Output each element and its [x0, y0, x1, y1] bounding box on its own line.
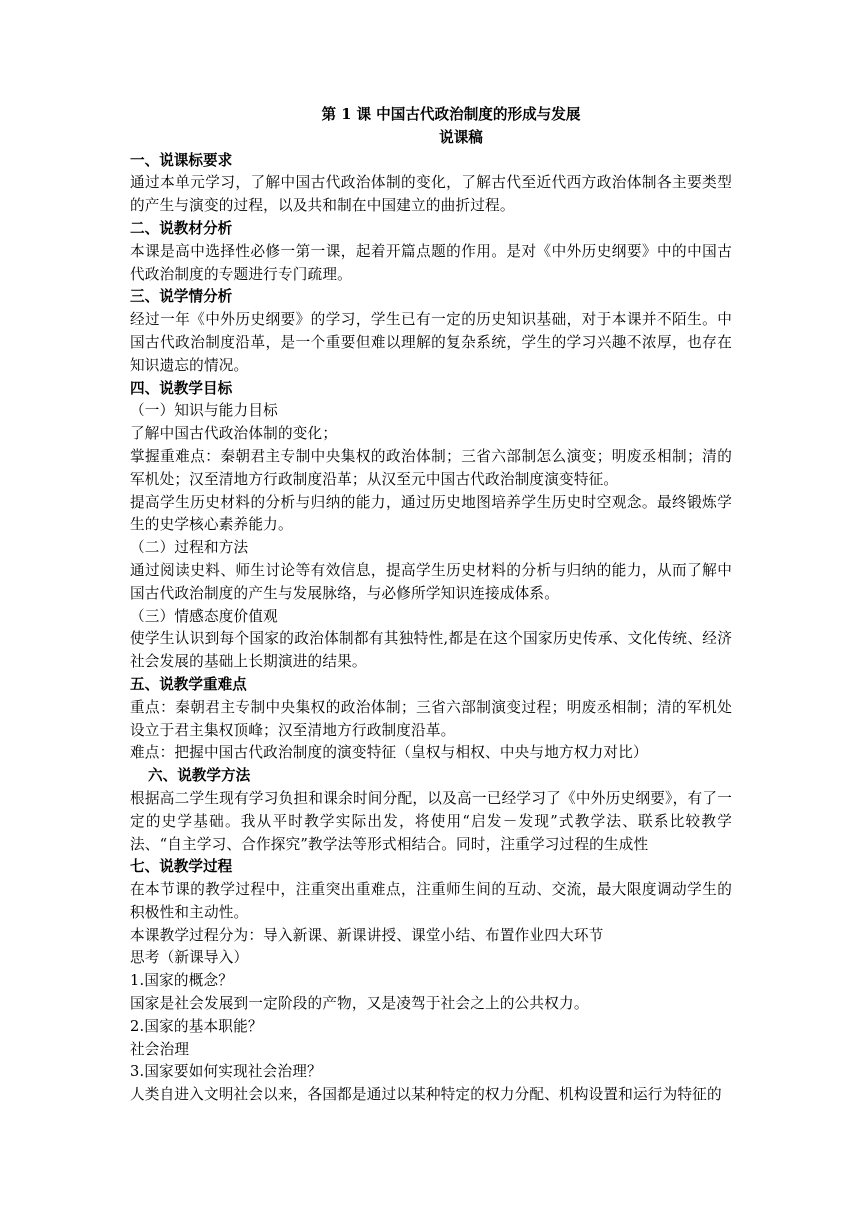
document-body: [130, 104, 732, 1107]
paragraph: 人类自进入文明社会以来，各国都是通过以某种特定的权力分配、机构设置和运行为特征的: [130, 1086, 722, 1104]
document-subtitle: 说课稿: [439, 128, 483, 146]
section-heading: 四、说教学目标: [130, 379, 233, 397]
paragraph: 2.国家的基本职能？: [130, 1017, 263, 1035]
section-heading: 七、说教学过程: [130, 858, 233, 876]
paragraph: 掌握重难点：秦朝君主专制中央集权的政治体制；三省六部制怎么演变；明废丞相制；清的军机处；汉至清地方行政制度沿革；从汉至元中国古代政治制度演变特征。: [130, 447, 732, 488]
paragraph: 提高学生历史材料的分析与归纳的能力，通过历史地图培养学生历史时空观念。最终锻炼学生的史学核心素养能力。: [130, 493, 732, 534]
paragraph: 了解中国古代政治体制的变化；: [130, 425, 338, 443]
paragraph: （三）情感态度价值观: [130, 607, 278, 625]
section-heading: 三、说学情分析: [130, 288, 233, 306]
paragraph: 通过阅读史料、师生讨论等有效信息，提高学生历史材料的分析与归纳的能力，从而了解中国古代政治制度的产生与发展脉络，与必修所学知识连接成体系。: [130, 561, 732, 602]
document-blocks: [130, 150, 732, 1107]
paragraph: 难点：把握中国古代政治制度的演变特征（皇权与相权、中央与地方权力对比）: [130, 744, 648, 762]
paragraph: 通过本单元学习，了解中国古代政治体制的变化，了解古代至近代西方政治体制各主要类型的产生与演变的过程，以及共和制在中国建立的曲折过程。: [130, 174, 732, 215]
document-title: 第 1 课 中国古代政治制度的形成与发展: [321, 106, 581, 123]
paragraph: 3.国家要如何实现社会治理？: [130, 1063, 322, 1081]
section-heading: 二、说教材分析: [130, 219, 233, 237]
paragraph: 重点：秦朝君主专制中央集权的政治体制；三省六部制演变过程；明废丞相制；清的军机处设立于君主集权顶峰；汉至清地方行政制度沿革。: [130, 698, 732, 739]
paragraph: 根据高二学生现有学习负担和课余时间分配，以及高一已经学习了《中外历史纲要》，有了一定的史学基础。我从平时教学实际出发，将使用“启发－发现”式教学法、联系比较教学法、“自主学习、合作探究”教学法等形式相结合。同时，注重学习过程的生成性: [130, 789, 732, 853]
paragraph: 思考（新课导入）: [130, 949, 249, 967]
paragraph: 在本节课的教学过程中，注重突出重难点，注重师生间的互动、交流，最大限度调动学生的积极性和主动性。: [130, 881, 732, 921]
paragraph: （一）知识与能力目标: [130, 402, 278, 420]
paragraph: 使学生认识到每个国家的政治体制都有其独特性,都是在这个国家历史传承、文化传统、经济社会发展的基础上长期演进的结果。: [130, 630, 732, 671]
paragraph: 社会治理: [130, 1040, 190, 1058]
paragraph: 国家是社会发展到一定阶段的产物，又是凌驾于社会之上的公共权力。: [130, 995, 589, 1013]
paragraph: 1.国家的概念？: [130, 972, 234, 990]
paragraph: 本课是高中选择性必修一第一课，起着开篇点题的作用。是对《中外历史纲要》中的中国古代政治制度的专题进行专门疏理。: [130, 242, 732, 283]
section-heading: 一、说课标要求: [130, 151, 233, 169]
paragraph: 本课教学过程分为：导入新课、新课讲授、课堂小结、布置作业四大环节: [130, 926, 604, 944]
paragraph: 经过一年《中外历史纲要》的学习，学生已有一定的历史知识基础，对于本课并不陌生。中国古代政治制度沿革，是一个重要但难以理解的复杂系统，学生的学习兴趣不浓厚，也存在知识遗忘的情况。: [130, 311, 732, 374]
section-heading: 五、说教学重难点: [130, 675, 247, 693]
paragraph: （二）过程和方法: [130, 539, 249, 557]
section-heading: 六、说教学方法: [148, 767, 251, 785]
